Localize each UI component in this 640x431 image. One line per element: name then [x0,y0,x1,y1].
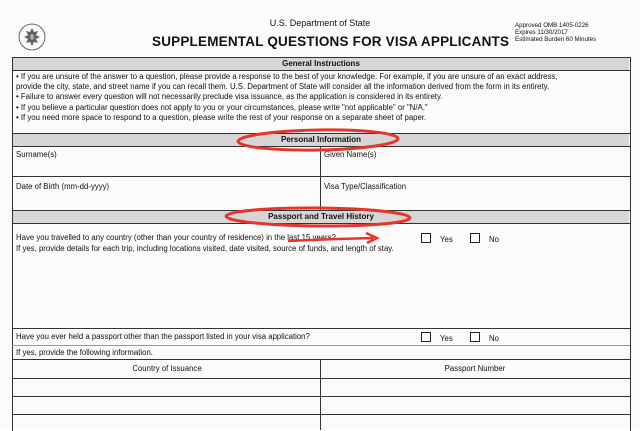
omb-expiry: Expires 11/30/2017 [515,29,568,36]
omb-approval: Approved OMB 1405-0226 [515,22,589,29]
date-of-birth-field[interactable]: Date of Birth (mm-dd-yyyy) [16,182,110,191]
passport-details-instruction: If yes, provide the following information. [16,348,153,357]
country-of-issuance-header: Country of Issuance [132,364,202,373]
travel-no-checkbox[interactable] [470,233,480,243]
instruction-line: • If you are unsure of the answer to a question, please provide a response to the best of your knowledge. For example, if you are unsure of an exact address, [16,72,558,81]
passport-travel-heading: Passport and Travel History [13,211,629,223]
instruction-line: • If you need more space to respond to a question, please write the rest of your response on a separate sheet of paper. [16,112,427,122]
travel-details-instruction: If yes, provide details for each trip, including locations visited, date visited, source of funds, and length of stay. [16,244,394,253]
personal-information-heading: Personal Information [13,134,629,146]
passport-number-header: Passport Number [444,364,506,373]
omb-info [515,22,596,43]
no-label: No [489,334,499,343]
passport-number-input[interactable] [322,415,628,429]
passport-no-checkbox[interactable] [470,332,480,342]
divider [12,328,630,329]
omb-burden: Estimated Burden 60 Minutes [515,36,597,43]
passport-number-input[interactable] [322,379,628,395]
travel-history-question: Have you travelled to any country (other than your country of residence) in the last 15 years? [16,233,336,242]
passport-yes-checkbox[interactable] [421,332,431,342]
travel-details-response-area[interactable] [14,256,626,326]
general-instructions-heading: General Instructions [13,58,629,70]
no-label: No [489,235,499,244]
surname-field[interactable]: Surname(s) [16,150,57,159]
divider [12,70,630,71]
instruction-line: • Failure to answer every question will not necessarily preclude visa issuance, as the application is considered in its entirety. [16,92,443,102]
passport-number-input[interactable] [322,397,628,413]
department-name: U.S. Department of State [269,18,371,28]
travel-yes-checkbox[interactable] [421,233,431,243]
divider [12,176,630,177]
country-of-issuance-input[interactable] [14,397,319,413]
column-divider [320,146,321,210]
divider [12,359,630,360]
divider [12,345,630,346]
divider [12,223,630,224]
divider [12,146,630,147]
instruction-line: • If you believe a particular question does not apply to you or your circumstances, please write "not applicable" or "N/A." [16,102,428,112]
country-of-issuance-input[interactable] [14,415,319,429]
visa-type-field[interactable]: Visa Type/Classification [324,182,407,191]
given-name-field[interactable]: Given Name(s) [324,150,377,159]
general-instructions-text [16,72,624,123]
country-of-issuance-input[interactable] [14,379,319,395]
other-passport-question: Have you ever held a passport other than the passport listed in your visa application? [16,332,310,341]
instruction-line: provide the city, state, and street name if you can recall them. U.S. Department of State will consider all the information derived from the form in its entirety. [16,82,550,92]
form-title: SUPPLEMENTAL QUESTIONS FOR VISA APPLICANTS [152,34,510,49]
yes-label: Yes [440,235,453,244]
yes-label: Yes [440,334,453,343]
